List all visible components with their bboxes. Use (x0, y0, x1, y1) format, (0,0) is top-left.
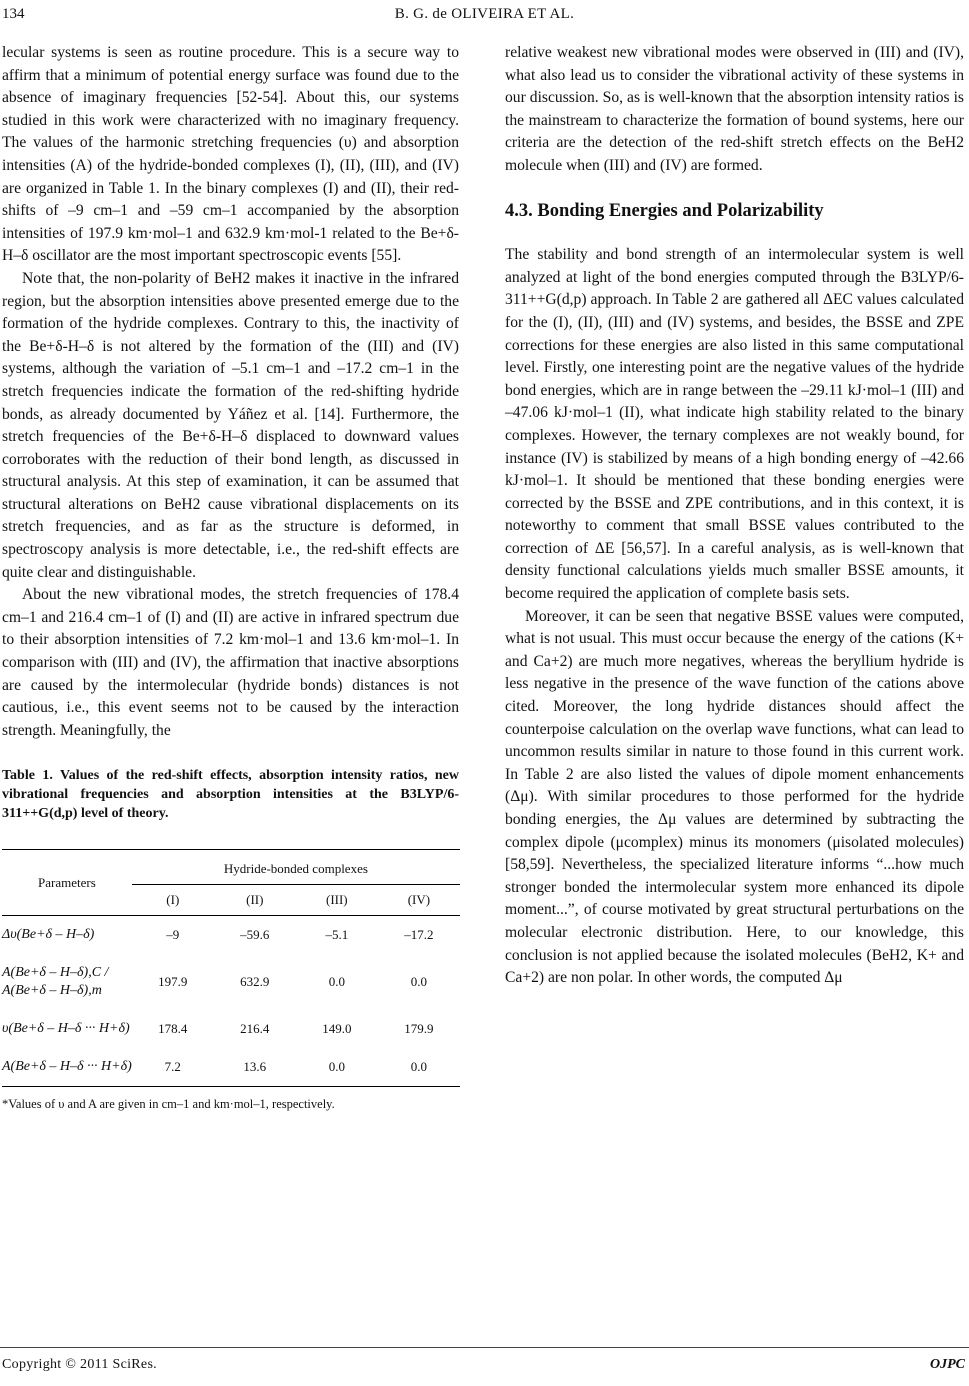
right-paragraph-1: relative weakest new vibrational modes were observed in (III) and (IV), what also lead us to consider the vibrational activity of these systems in our discussion. So, as is well-known that the absorption intensity ratios is the mainstream to characterize the formation of bound systems, here our criteria are the detection of the red-shift stretch effects on the BeH2 molecule when (III) and (IV) are formed. (505, 44, 964, 174)
table-cell: –5.1 (325, 927, 349, 943)
left-paragraph-2: Note that, the non-polarity of BeH2 makes it inactive in the infrared region, but the absorption intensities above presented emerge due to the formation of the hydride complexes. Contrary to this, the inactivity of the Be+δ-H–δ is not altered by the formation of the (III) and (IV) systems, although the variation of –5.1 cm–1 and –17.2 cm–1 in the stretch frequencies indicate the formation of the red-shifting hydride bonds, as already documented by Yáñez et al. [14]. Furthermore, the stretch frequencies of the Be+δ-H–δ displaced to downward values corroborates with the reduction of their bond length, as discussed in structural analysis. At this step of examination, it can be assumed that structural alterations on BeH2 cause vibrational displacements on its stretch frequencies, and as far as the structure is deformed, in spectroscopy analysis is more detectable, i.e., the red-shift effects are quite clear and distinguishable. (2, 269, 459, 581)
table-param-cell: Δυ(Be+δ – H–δ) (2, 927, 95, 943)
table-cell: 632.9 (240, 974, 270, 990)
table-col-header: (IV) (378, 885, 460, 916)
table-param-header: Parameters (38, 874, 96, 890)
table-cell: 0.0 (410, 974, 428, 990)
page-number: 134 (2, 6, 25, 22)
right-paragraph-2: The stability and bond strength of an intermolecular system is well analyzed at light of the bond energies computed through the B3LYP/6-311++G(d,p) approach. In Table 2 are gathered all ΔEC values calculated for the (I), (II), (III) and (IV) systems, and besides, the BSSE and ZPE corrections for these energies are also listed in this same computational level. Firstly, one interesting point are the negative values of the hydride bond energies, which are in range between the –29.11 kJ·mol–1 (III) and –47.06 kJ·mol–1 (II), what indicate high stability related to the binary complexes. However, the ternary complexes are not weakly bound, for instance (IV) is stabilized by means of a high bonding energy of –42.66 kJ·mol–1. It should be mentioned that these bonding energies were corrected by the BSSE and ZPE contributions, and in this context, it is noteworthy to comment that small BSSE values contributed to the correction of ΔE [56,57]. In a careful analysis, as is well-known that density functional calculations yields much smaller BSSE amounts, it become required the application of complete basis sets. (505, 246, 964, 603)
table-cell: 13.6 (243, 1059, 267, 1075)
table-cell: 7.2 (164, 1059, 181, 1075)
table-row (2, 954, 460, 1010)
table-cell: 0.0 (328, 974, 345, 990)
running-head: B. G. de OLIVEIRA ET AL. (394, 6, 575, 22)
table-1 (2, 849, 460, 1087)
table-row (2, 916, 460, 955)
table-cell: 216.4 (240, 1021, 270, 1037)
table-group-header: Hydride-bonded complexes (223, 861, 368, 877)
left-paragraph-3: About the new vibrational modes, the stretch frequencies of 178.4 cm–1 and 216.4 cm–1 of (I) and (II) are active in infrared spectrum due to their absorption intensities of 7.2 km·mol–1 and 13.6 km·mol–1. In comparison with (III) and (IV), the affirmation that inactive absorptions are caused by the intermolecular (hydride bonds) distances is not cautious, i.e., this event seems not to be caused by the interaction strength. Meaningfully, the (2, 586, 459, 739)
table-cell: –17.2 (404, 927, 434, 943)
table-col-header: (I) (132, 885, 214, 916)
table-cell: –9 (166, 927, 180, 943)
left-column (2, 42, 459, 1116)
footer-divider (0, 1347, 969, 1348)
table-cell: 0.0 (328, 1059, 345, 1075)
table-cell: 197.9 (158, 974, 188, 990)
table-cell: 0.0 (410, 1059, 428, 1075)
table-row (2, 1048, 460, 1087)
table-col-header: (II) (214, 885, 296, 916)
footer-journal: OJPC (930, 1357, 965, 1372)
table-cell: 178.4 (158, 1021, 188, 1037)
table-cell: 179.9 (404, 1021, 434, 1037)
left-paragraph-1: lecular systems is seen as routine procedure. This is a secure way to affirm that a minimum of potential energy surface was found due to the absence of imaginary frequencies [52-54]. About this, our systems studied in this work were characterized with no imaginary frequency. The values of the harmonic stretching frequencies (υ) and absorption intensities (A) of the hydride-bonded complexes (I), (II), (III), and (IV) are organized in Table 1. In the binary complexes (I) and (II), their red-shifts of –9 cm–1 and –59 cm–1 accompanied by the absorption intensities of 197.9 km·mol–1 and 632.9 km·mol-1 related to the Be+δ-H–δ oscillator are the most important spectroscopic events [55]. (2, 44, 459, 265)
table-cell: 149.0 (322, 1021, 352, 1037)
section-heading: 4.3. Bonding Energies and Polarizability (505, 200, 824, 221)
table-param-cell: A(Be+δ – H–δ ··· H+δ) (2, 1059, 132, 1075)
table-param-cell: υ(Be+δ – H–δ ··· H+δ) (2, 1021, 130, 1037)
table-col-header: (III) (296, 885, 378, 916)
table-row (2, 1010, 460, 1048)
footer-copyright: Copyright © 2011 SciRes. (2, 1357, 157, 1372)
table-caption: Table 1. Values of the red-shift effects, absorption intensity ratios, new vibrational frequencies and absorption intensities at the B3LYP/6-311++G(d,p) level of theory. (2, 768, 459, 822)
table-cell: –59.6 (240, 927, 270, 943)
table-footnote: *Values of υ and A are given in cm–1 and km·mol–1, respectively. (2, 1097, 335, 1112)
right-paragraph-3: Moreover, it can be seen that negative BSSE values were computed, what is not usual. This must occur because the energy of the cations (K+ and Ca+2) are much more negatives, whereas the beryllium hydride is less negative in the presence of the wave function of the cations above cited. Moreover, the long hydride distances should affect the counterpoise calculation on the overlap wave functions, what can lead to uncommon results similar in nature to those found in this current work. In Table 2 are also listed the values of dipole moment enhancements (Δμ). With similar procedures to those performed for the hydride bonding energies, the Δμ values are determined by subtracting the complex dipole (μcomplex) minus its monomers (μisolated molecules) [58,59]. Nevertheless, the specialized literature informs “...how much stronger bonded the intermolecular system more enhanced its dipole moment...”, of course motivated by great structural perturbations on the molecular electronic distribution. Here, to our knowledge, this conclusion is not applied because the isolated molecules (BeH2, K+ and Ca+2) are non polar. In other words, the computed Δμ (505, 607, 964, 987)
table-param-cell: A(Be+δ – H–δ),C / A(Be+δ – H–δ),m (2, 965, 109, 999)
right-column (505, 42, 964, 990)
